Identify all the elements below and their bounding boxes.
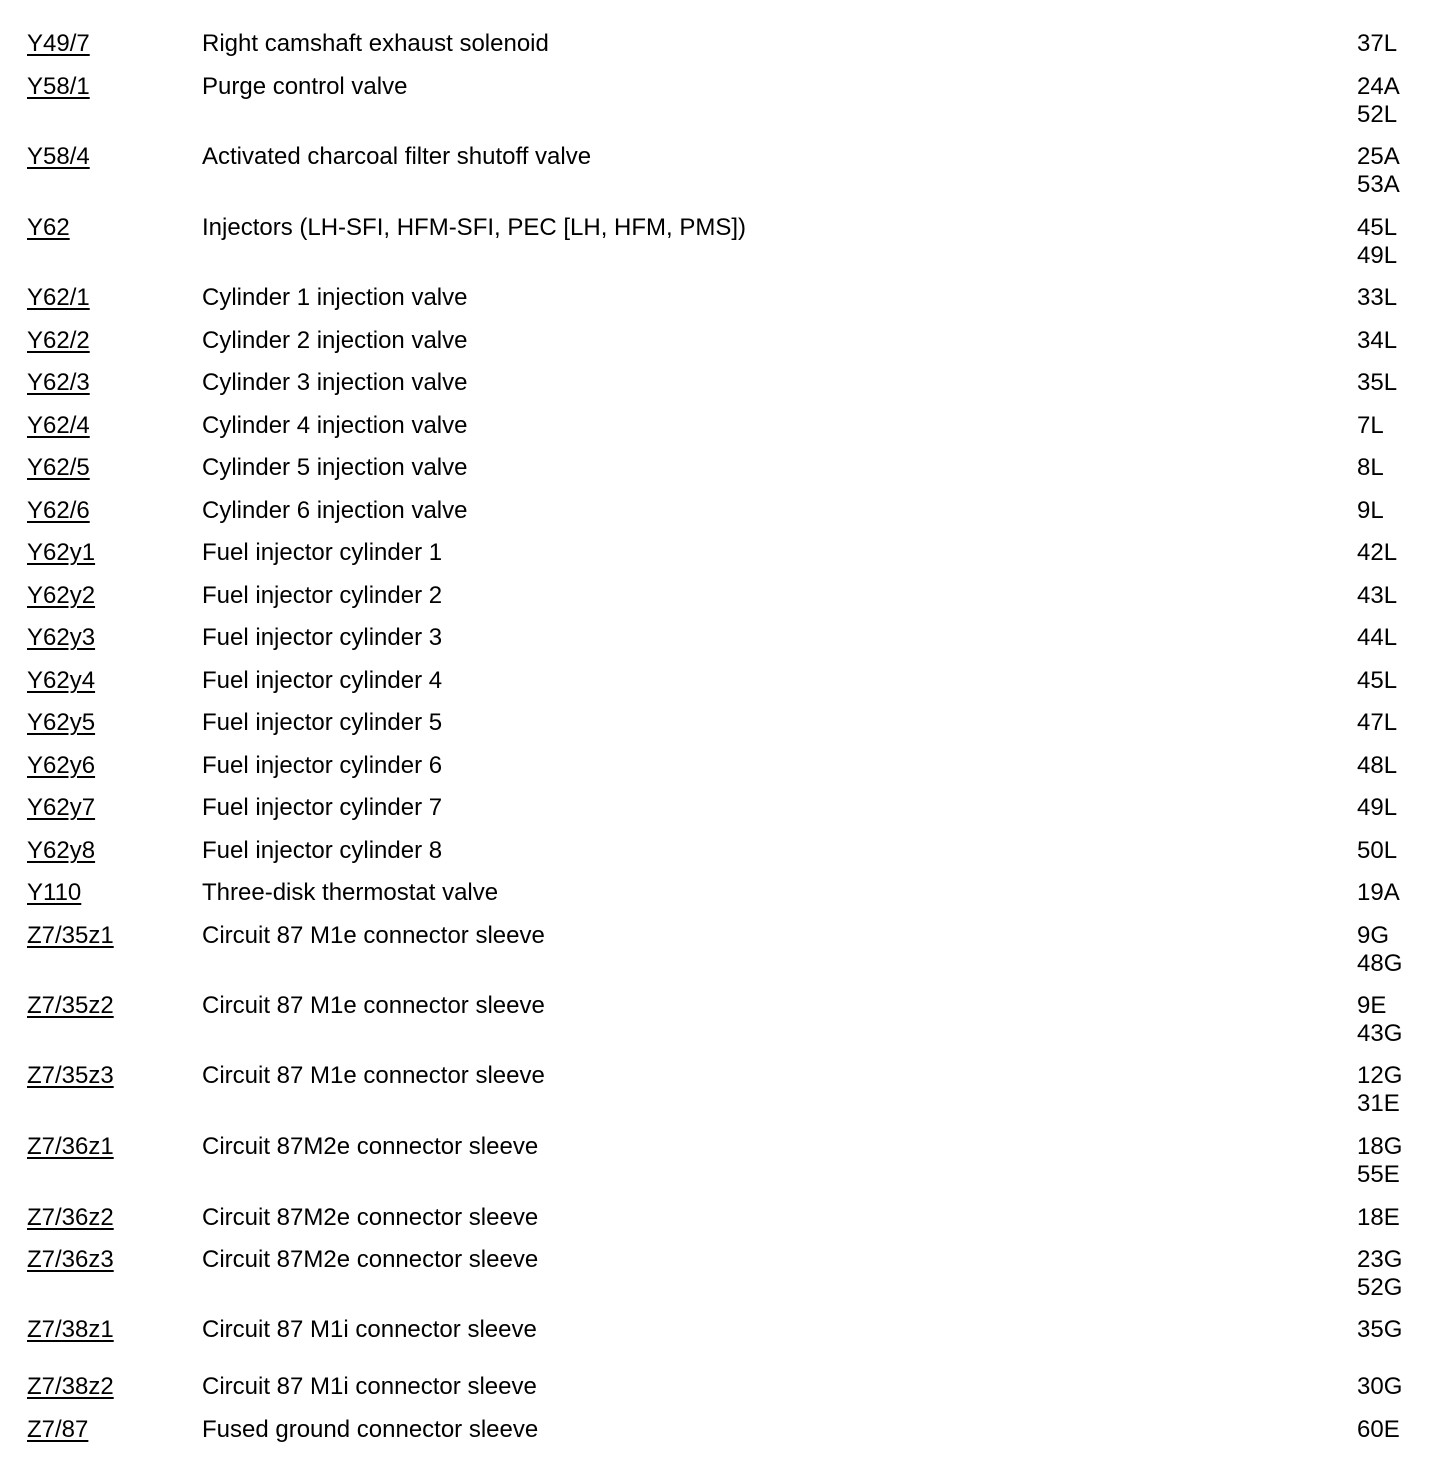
grid-location-group [1357,30,1397,58]
grid-location-group [1357,214,1397,270]
component-code-link[interactable]: Z7/36z1 [27,1133,114,1160]
grid-location-group [1357,992,1402,1048]
grid-location-group [1357,837,1397,865]
grid-location: 12G [1357,1062,1403,1089]
grid-location-group [1357,709,1397,737]
component-code-link[interactable]: Y62y1 [27,539,96,566]
grid-location: 23G [1357,1246,1403,1273]
grid-location-group [1357,284,1397,312]
component-description: Purge control valve [202,73,408,100]
component-code-link[interactable]: Z7/38z1 [27,1316,114,1343]
grid-location: 60E [1357,1416,1400,1443]
grid-location-group [1357,1246,1402,1302]
grid-location: 33L [1357,284,1398,311]
grid-location-group [1357,922,1402,978]
component-description: Fused ground connector sleeve [202,1416,539,1443]
component-description: Cylinder 4 injection valve [202,412,468,439]
grid-location-group [1357,1316,1402,1344]
grid-location: 8L [1357,454,1384,481]
grid-location: 7L [1357,412,1384,439]
grid-location: 52G [1357,1274,1403,1301]
component-description: Fuel injector cylinder 5 [202,709,443,736]
component-code-link[interactable]: Z7/38z2 [27,1373,114,1400]
grid-location: 49L [1357,794,1398,821]
component-code-link[interactable]: Z7/35z3 [27,1062,114,1089]
component-code-link[interactable]: Y49/7 [27,30,90,57]
component-description: Cylinder 1 injection valve [202,284,468,311]
component-code-link[interactable]: Y62/5 [27,454,90,481]
component-description: Activated charcoal filter shutoff valve [202,143,592,170]
grid-location: 31E [1357,1090,1400,1117]
component-code-link[interactable]: Y62/6 [27,497,90,524]
grid-location-group [1357,327,1397,355]
grid-location-group [1357,1373,1402,1401]
component-code-link[interactable]: Z7/36z2 [27,1204,114,1231]
grid-location-group [1357,369,1397,397]
grid-location: 43G [1357,1020,1403,1047]
grid-location: 50L [1357,837,1398,864]
grid-location: 25A [1357,143,1400,170]
component-code-link[interactable]: Y62y8 [27,837,96,864]
grid-location-group [1357,624,1397,652]
grid-location-group [1357,412,1384,440]
grid-location: 9E [1357,992,1387,1019]
component-code-link[interactable]: Y62/1 [27,284,90,311]
component-code-link[interactable]: Y62y5 [27,709,96,736]
component-description: Fuel injector cylinder 8 [202,837,443,864]
grid-location: 19A [1357,879,1400,906]
grid-location: 53A [1357,171,1400,198]
grid-location: 18G [1357,1133,1403,1160]
component-code-link[interactable]: Y62y2 [27,582,96,609]
grid-location-group [1357,1133,1402,1189]
component-description: Circuit 87 M1e connector sleeve [202,1062,545,1089]
grid-location-group [1357,73,1400,129]
grid-location-group [1357,497,1384,525]
grid-location: 48G [1357,950,1403,977]
component-description: Cylinder 3 injection valve [202,369,468,396]
component-code-link[interactable]: Z7/35z2 [27,992,114,1019]
component-description: Cylinder 6 injection valve [202,497,468,524]
grid-location: 24A [1357,73,1400,100]
grid-location: 9G [1357,922,1390,949]
component-code-link[interactable]: Y62y4 [27,667,96,694]
component-description: Circuit 87 M1e connector sleeve [202,922,545,949]
component-code-link[interactable]: Y58/4 [27,143,90,170]
component-code-link[interactable]: Z7/87 [27,1416,89,1443]
grid-location: 43L [1357,582,1398,609]
component-description: Cylinder 2 injection valve [202,327,468,354]
grid-location: 47L [1357,709,1398,736]
grid-location: 30G [1357,1373,1403,1400]
grid-location: 18E [1357,1204,1400,1231]
component-code-link[interactable]: Y62y3 [27,624,96,651]
component-description: Fuel injector cylinder 3 [202,624,443,651]
component-description: Fuel injector cylinder 7 [202,794,443,821]
grid-location-group [1357,454,1384,482]
grid-location: 45L [1357,667,1398,694]
grid-location-group [1357,879,1400,907]
grid-location: 37L [1357,30,1398,57]
grid-location: 52L [1357,101,1398,128]
component-description: Circuit 87M2e connector sleeve [202,1133,539,1160]
component-description: Fuel injector cylinder 6 [202,752,443,779]
grid-location-group [1357,752,1397,780]
component-code-link[interactable]: Y110 [27,879,82,906]
grid-location: 35G [1357,1316,1403,1343]
component-description: Circuit 87M2e connector sleeve [202,1204,539,1231]
component-code-link[interactable]: Y62y6 [27,752,96,779]
component-description: Circuit 87 M1i connector sleeve [202,1316,537,1343]
component-description: Three-disk thermostat valve [202,879,499,906]
component-code-link[interactable]: Y62/3 [27,369,90,396]
grid-location: 49L [1357,242,1398,269]
grid-location-group [1357,143,1400,199]
component-description: Cylinder 5 injection valve [202,454,468,481]
grid-location: 55E [1357,1161,1400,1188]
component-description: Circuit 87 M1i connector sleeve [202,1373,537,1400]
grid-location-group [1357,1062,1402,1118]
grid-location: 42L [1357,539,1398,566]
component-code-link[interactable]: Y62 [27,214,70,241]
component-description: Fuel injector cylinder 2 [202,582,443,609]
component-description: Fuel injector cylinder 4 [202,667,443,694]
component-code-link[interactable]: Z7/35z1 [27,922,114,949]
component-code-link[interactable]: Y62/4 [27,412,90,439]
grid-location: 45L [1357,214,1398,241]
grid-location: 44L [1357,624,1398,651]
component-description: Circuit 87M2e connector sleeve [202,1246,539,1273]
grid-location-group [1357,667,1397,695]
grid-location-group [1357,1416,1400,1444]
component-description: Injectors (LH-SFI, HFM-SFI, PEC [LH, HFM, PMS]) [202,214,747,241]
grid-location-group [1357,1204,1400,1232]
grid-location-group [1357,539,1397,567]
component-code-link[interactable]: Z7/36z3 [27,1246,114,1273]
component-description: Fuel injector cylinder 1 [202,539,443,566]
grid-location-group [1357,794,1397,822]
grid-location: 48L [1357,752,1398,779]
component-code-link[interactable]: Y62y7 [27,794,96,821]
component-code-link[interactable]: Y62/2 [27,327,90,354]
component-description: Right camshaft exhaust solenoid [202,30,549,57]
grid-location: 34L [1357,327,1398,354]
grid-location: 35L [1357,369,1398,396]
component-code-link[interactable]: Y58/1 [27,73,90,100]
component-description: Circuit 87 M1e connector sleeve [202,992,545,1019]
grid-location: 9L [1357,497,1384,524]
grid-location-group [1357,582,1397,610]
